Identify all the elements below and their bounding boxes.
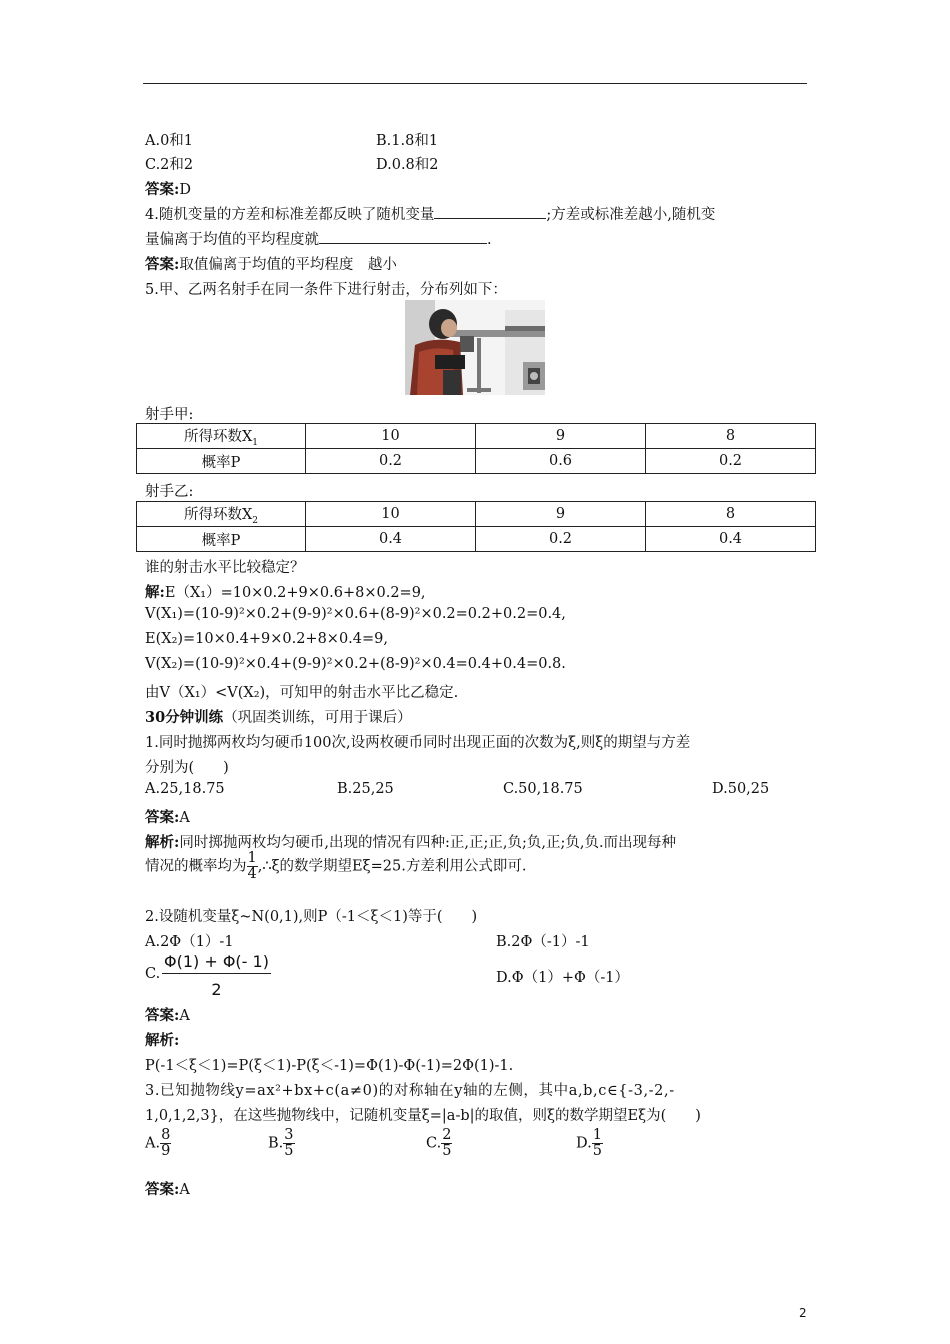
fraction-numerator: 3 xyxy=(284,1127,294,1143)
table-cell: 10 xyxy=(306,502,476,527)
table-cell: 0.4 xyxy=(646,527,816,552)
table-cell: 0.2 xyxy=(476,527,646,552)
t1-analysis-1 xyxy=(145,831,676,852)
t3-stem-2: 1,0,1,2,3}，在这些抛物线中，记随机变量ξ=|a-b|的取值，则ξ的数学期望Eξ为( ) xyxy=(145,1108,701,1124)
t3-option-a xyxy=(145,1128,171,1159)
table-cell: 0.6 xyxy=(476,449,646,474)
answer-value: A xyxy=(179,1182,190,1198)
shooter-b-table xyxy=(136,501,816,552)
analysis-text: ,∴ξ的数学期望Eξ=25.方差利用公式即可. xyxy=(257,858,527,875)
q5-solution-5: 由V（X₁）<V(X₂)，可知甲的射击水平比乙稳定. xyxy=(145,685,459,701)
q4-text: ;方差或标准差越小,随机变 xyxy=(546,207,716,223)
q3-option-d: D.0.8和2 xyxy=(376,157,439,173)
t1-option-b: B.25,25 xyxy=(337,781,394,797)
cell-text: 所得环数X xyxy=(183,428,253,445)
q3-option-a: A.0和1 xyxy=(145,133,194,149)
q4-line-2 xyxy=(145,228,492,249)
table-cell: 9 xyxy=(476,424,646,449)
shooter-a-label: 射手甲: xyxy=(145,407,194,423)
q5-solution-4: V(X₂)=(10-9)²×0.4+(9-9)²×0.2+(8-9)²×0.4=0.4+0.4=0.8. xyxy=(145,656,566,672)
t3-answer xyxy=(145,1178,190,1199)
fraction xyxy=(441,1128,452,1159)
page-number: 2 xyxy=(799,1306,807,1320)
q3-option-c: C.2和2 xyxy=(145,157,194,173)
q4-text: 4.随机变量的方差和标准差都反映了随机变量 xyxy=(145,207,435,223)
answer-label: 答案: xyxy=(145,1007,180,1024)
shooter-b-label: 射手乙: xyxy=(145,484,194,500)
analysis-label: 解析: xyxy=(145,1032,180,1049)
fraction-numerator: Φ(1) + Φ(- 1) xyxy=(162,952,271,974)
answer-label: 答案: xyxy=(145,181,180,198)
table-cell: 10 xyxy=(306,424,476,449)
table-cell: 8 xyxy=(646,424,816,449)
table-cell: 0.2 xyxy=(306,449,476,474)
answer-value: A xyxy=(179,810,190,826)
fraction-denominator: 9 xyxy=(161,1143,171,1160)
t2-option-c-label: C. xyxy=(145,966,161,982)
fraction-numerator: 1 xyxy=(592,1127,602,1143)
fraction-numerator: 1 xyxy=(247,850,257,866)
q4-text: 量偏离于均值的平均程度就 xyxy=(145,232,319,248)
answer-label: 答案: xyxy=(145,256,180,273)
option-label: A. xyxy=(145,1135,161,1152)
t3-stem-1: 3.已知抛物线y=ax²+bx+c(a≠0)的对称轴在y轴的左侧，其中a,b,c∈{-3,-2,- xyxy=(145,1083,675,1099)
q5-question: 谁的射击水平比较稳定？ xyxy=(145,560,305,576)
t2-answer xyxy=(145,1004,190,1025)
t2-option-b: B.2Φ（-1）-1 xyxy=(496,934,590,950)
t1-stem-2: 分别为( ) xyxy=(145,760,229,776)
t2-option-d: D.Φ（1）+Φ（-1） xyxy=(496,970,629,986)
option-label: C. xyxy=(426,1135,442,1152)
fraction-denominator: 5 xyxy=(284,1143,294,1160)
fraction xyxy=(283,1128,294,1159)
t3-option-d xyxy=(576,1128,603,1159)
t2-option-c-fraction xyxy=(162,952,271,999)
answer-value: A xyxy=(179,1008,190,1024)
table-cell: 0.2 xyxy=(646,449,816,474)
analysis-label: 解析: xyxy=(145,834,180,851)
analysis-text: 情况的概率均为 xyxy=(145,858,247,875)
fraction-denominator: 4 xyxy=(247,866,257,883)
q3-answer xyxy=(145,178,191,199)
table-row xyxy=(137,449,816,474)
t1-stem-1: 1.同时抛掷两枚均匀硬币100次,设两枚硬币同时出现正面的次数为ξ,则ξ的期望与方差 xyxy=(145,735,691,751)
t1-answer xyxy=(145,806,190,827)
fraction-numerator: 2 xyxy=(442,1127,452,1143)
q5-solution-2: V(X₁)=(10-9)²×0.2+(9-9)²×0.6+(8-9)²×0.2=0.2+0.2=0.4, xyxy=(145,606,566,622)
t1-option-a: A.25,18.75 xyxy=(145,781,225,797)
q3-option-b: B.1.8和1 xyxy=(376,133,439,149)
shooter-photo xyxy=(405,300,545,395)
table-cell: 概率P xyxy=(137,527,306,552)
q4-answer xyxy=(145,253,397,274)
subscript: 2 xyxy=(252,515,259,526)
answer-value: 取值偏离于均值的平均程度 越小 xyxy=(179,257,397,273)
t1-option-d: D.50,25 xyxy=(712,781,770,797)
t2-analysis: P(-1＜ξ＜1)=P(ξ＜1)-P(ξ＜-1)=Φ(1)-Φ(-1)=2Φ(1)-1. xyxy=(145,1058,514,1074)
answer-value: D xyxy=(179,182,191,198)
section-note: （巩固类训练，可用于课后） xyxy=(223,710,412,726)
t2-option-a: A.2Φ（1）-1 xyxy=(145,934,234,950)
t3-option-b xyxy=(268,1128,295,1159)
shooter-a-table xyxy=(136,423,816,474)
solution-text: E（X₁）=10×0.2+9×0.6+8×0.2=9, xyxy=(164,585,426,601)
subscript: 1 xyxy=(252,437,259,448)
fraction xyxy=(247,851,258,882)
t1-option-c: C.50,18.75 xyxy=(503,781,583,797)
table-cell xyxy=(137,424,306,449)
fill-blank xyxy=(319,229,487,244)
option-label: D. xyxy=(576,1135,592,1152)
q4-text: . xyxy=(487,232,492,248)
q5-solution-1 xyxy=(145,581,426,602)
t2-analysis-label xyxy=(145,1029,179,1050)
table-row xyxy=(137,502,816,527)
fraction xyxy=(592,1128,603,1159)
header-rule xyxy=(143,83,807,84)
q4-line-1 xyxy=(145,203,715,224)
answer-label: 答案: xyxy=(145,809,180,826)
section-heading xyxy=(145,706,412,727)
fraction-denominator: 5 xyxy=(442,1143,452,1160)
table-row xyxy=(137,527,816,552)
fill-blank xyxy=(434,204,546,219)
table-row xyxy=(137,424,816,449)
analysis-text: 同时掷抛两枚均匀硬币,出现的情况有四种:正,正;正,负;负,正;负,负.而出现每种 xyxy=(179,835,677,851)
cell-text: 所得环数X xyxy=(183,506,253,523)
t2-stem: 2.设随机变量ξ~N(0,1),则P（-1＜ξ＜1)等于( ) xyxy=(145,909,478,925)
fraction xyxy=(160,1128,171,1159)
table-cell: 9 xyxy=(476,502,646,527)
table-cell: 概率P xyxy=(137,449,306,474)
answer-label: 答案: xyxy=(145,1181,180,1198)
table-cell: 8 xyxy=(646,502,816,527)
q5-solution-3: E(X₂)=10×0.4+9×0.2+8×0.4=9, xyxy=(145,631,388,647)
t3-option-c xyxy=(426,1128,452,1159)
option-label: B. xyxy=(268,1135,284,1152)
fraction-numerator: 8 xyxy=(161,1127,171,1143)
solution-label: 解: xyxy=(145,584,165,601)
t1-analysis-2 xyxy=(145,851,526,882)
q5-stem: 5.甲、乙两名射手在同一条件下进行射击，分布列如下： xyxy=(145,282,507,298)
fraction-denominator: 5 xyxy=(592,1143,602,1160)
fraction-denominator: 2 xyxy=(211,980,222,999)
section-title: 30分钟训练 xyxy=(145,709,224,726)
table-cell: 0.4 xyxy=(306,527,476,552)
table-cell xyxy=(137,502,306,527)
